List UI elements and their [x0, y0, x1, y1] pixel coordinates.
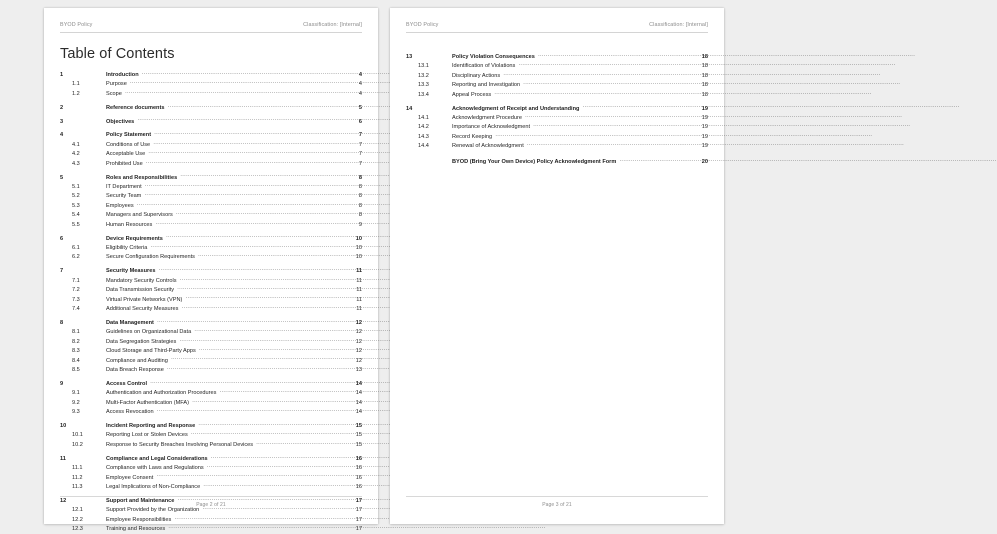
toc-list-right [404, 52, 710, 166]
toc-entry[interactable] [60, 337, 362, 346]
page-number-label: Page 3 of 21 [542, 502, 572, 508]
toc-entry[interactable] [60, 473, 362, 482]
toc-entry-page-number: 19 [701, 133, 708, 140]
toc-entry-number: 5 [60, 174, 64, 181]
toc-leader-dots [199, 346, 353, 352]
toc-entry-number: 10 [60, 422, 67, 429]
toc-entry-page-number: 16 [355, 474, 362, 481]
toc-entry-number: 9 [60, 380, 64, 387]
toc-entry-page-number: 17 [355, 516, 362, 523]
toc-entry-label: Additional Security Measures [106, 305, 179, 312]
toc-entry-label: Conditions of Use [106, 141, 151, 148]
toc-entry-label: Guidelines on Organizational Data [106, 329, 192, 336]
toc-leader-dots [145, 191, 353, 197]
toc-entry-page-number: 4 [358, 81, 362, 88]
toc-entry-page-number: 8 [358, 193, 362, 200]
toc-entry-number: 13.4 [418, 91, 429, 98]
toc-leader-dots [583, 104, 699, 110]
toc-entry-page-number: 15 [355, 432, 362, 439]
toc-entry-number: 7.3 [72, 296, 80, 303]
toc-entry[interactable] [60, 149, 362, 158]
toc-entry[interactable] [406, 141, 708, 150]
toc-leader-dots [533, 122, 699, 128]
toc-entry-label: Support Provided by the Organization [106, 507, 200, 514]
toc-entry-page-number: 6 [358, 118, 362, 125]
toc-entry-number: 2 [60, 104, 64, 111]
toc-entry-number: 13.1 [418, 63, 429, 70]
toc-entry-number: 11.3 [72, 483, 83, 490]
toc-leader-dots [174, 515, 353, 521]
toc-entry-page-number: 19 [701, 115, 708, 122]
toc-entry-label: Policy Violation Consequences [452, 54, 535, 60]
toc-entry-label: Roles and Responsibilities [106, 174, 178, 181]
toc-leader-dots [525, 113, 699, 119]
toc-entry-page-number: 17 [355, 526, 362, 533]
toc-entry-number: 13 [406, 54, 413, 60]
toc-entry-number: 11.2 [72, 474, 83, 481]
toc-leader-dots [148, 149, 353, 155]
page-footer [406, 496, 708, 508]
toc-entry-label: Security Measures [106, 268, 156, 275]
toc-leader-dots [157, 407, 353, 413]
toc-entry-page-number: 4 [358, 90, 362, 97]
toc-entry-label: Objectives [106, 118, 135, 125]
toc-entry-page-number: 7 [358, 141, 362, 148]
toc-entry-label: BYOD (Bring Your Own Device) Policy Acknowledgment Form [452, 158, 617, 165]
toc-entry-label: Device Requirements [106, 235, 163, 242]
toc-entry-number: 14.2 [418, 124, 429, 131]
header-document-title: BYOD Policy [60, 22, 93, 28]
toc-entry[interactable] [60, 524, 362, 533]
toc-entry-page-number: 12 [355, 338, 362, 345]
toc-entry-number: 11.1 [72, 465, 83, 472]
toc-entry-label: Virtual Private Networks (VPN) [106, 296, 183, 303]
toc-entry[interactable] [406, 90, 708, 99]
toc-entry-page-number: 14 [355, 380, 362, 387]
toc-leader-dots [168, 524, 353, 530]
toc-entry-label: Compliance and Auditing [106, 357, 168, 364]
header-divider [406, 32, 708, 33]
toc-entry-page-number: 11 [356, 268, 362, 275]
toc-entry-label: Secure Configuration Requirements [106, 254, 195, 261]
toc-entry[interactable] [406, 104, 708, 113]
toc-entry[interactable] [406, 122, 708, 131]
toc-entry[interactable] [60, 252, 362, 261]
page-number-label: Page 2 of 21 [196, 502, 226, 508]
toc-entry-number: 9.1 [72, 390, 80, 397]
toc-entry-label: Training and Resources [106, 526, 166, 533]
toc-entry-number: 9.3 [72, 409, 80, 416]
toc-entry-page-number: 7 [358, 160, 362, 167]
toc-entry[interactable] [60, 379, 362, 388]
footer-divider [406, 496, 708, 497]
toc-entry-page-number: 16 [355, 465, 362, 472]
toc-entry-page-number: 8 [358, 183, 362, 190]
toc-entry-label: Importance of Acknowledgment [452, 124, 531, 131]
toc-leader-dots [194, 327, 353, 333]
toc-entry-page-number: 12 [355, 329, 362, 336]
toc-leader-dots [145, 182, 353, 188]
page-title: Table of Contents [60, 46, 175, 62]
toc-entry[interactable] [60, 140, 362, 149]
toc-entry-label: Access Control [106, 380, 148, 387]
toc-entry-label: Employees [106, 202, 134, 209]
toc-entry-number: 6 [60, 235, 64, 242]
toc-entry-label: Compliance and Legal Considerations [106, 455, 208, 462]
toc-entry-label: Support and Maintenance [106, 497, 175, 504]
toc-entry-label: Access Revocation [106, 409, 154, 416]
page-header [404, 22, 710, 28]
toc-entry-page-number: 18 [701, 63, 708, 70]
document-page-right [390, 8, 724, 524]
toc-entry-label: Response to Security Breaches Involving Personal Devices [106, 441, 254, 448]
toc-entry[interactable] [60, 388, 362, 397]
toc-entry-label: Incident Reporting and Response [106, 422, 196, 429]
toc-entry[interactable] [60, 365, 362, 374]
toc-leader-dots [151, 243, 353, 249]
toc-leader-dots [182, 304, 353, 310]
toc-entry-number: 14.3 [418, 133, 429, 140]
toc-entry[interactable] [60, 356, 362, 365]
toc-leader-dots [153, 140, 353, 146]
toc-entry-number: 8.4 [72, 357, 80, 364]
toc-entry-number: 7 [60, 268, 64, 275]
toc-entry-number: 14 [406, 105, 413, 112]
toc-entry[interactable] [60, 440, 362, 449]
toc-leader-dots [198, 421, 353, 427]
footer-divider [60, 496, 362, 497]
toc-leader-dots [620, 157, 699, 163]
toc-leader-dots [156, 220, 353, 226]
toc-entry-number: 14.4 [418, 143, 429, 150]
toc-entry-page-number: 12 [355, 319, 362, 326]
toc-entry-number: 12.1 [72, 507, 83, 514]
toc-entry-label: Policy Statement [106, 132, 152, 139]
toc-entry-number: 5.3 [72, 202, 80, 209]
toc-entry-page-number: 19 [701, 105, 708, 112]
toc-entry[interactable] [60, 266, 362, 275]
toc-leader-dots [159, 266, 353, 272]
toc-leader-dots [146, 159, 353, 165]
toc-entry-page-number: 17 [355, 497, 362, 504]
toc-entry-page-number: 9 [358, 221, 362, 228]
toc-entry-label: IT Department [106, 183, 142, 190]
toc-entry-label: Data Management [106, 319, 154, 326]
toc-entry-number: 7.4 [72, 305, 80, 312]
toc-entry[interactable] [60, 454, 362, 463]
toc-entry-page-number: 12 [355, 348, 362, 355]
toc-entry-label: Managers and Supervisors [106, 212, 173, 219]
toc-entry-label: Legal Implications of Non-Compliance [106, 483, 201, 490]
toc-entry-page-number: 19 [701, 143, 708, 150]
toc-entry[interactable] [60, 515, 362, 524]
toc-leader-dots [191, 430, 353, 436]
toc-entry-number: 8 [60, 319, 64, 326]
toc-entry-label: Employee Responsibilities [106, 516, 172, 523]
toc-leader-dots [186, 295, 353, 301]
toc-entry-number: 5.5 [72, 221, 80, 228]
toc-leader-dots [176, 210, 353, 216]
toc-entry[interactable] [406, 113, 708, 122]
toc-leader-dots [157, 318, 353, 324]
toc-entry[interactable] [60, 191, 362, 200]
toc-entry[interactable] [406, 61, 708, 70]
toc-entry-page-number: 12 [355, 357, 362, 364]
toc-entry[interactable] [60, 210, 362, 219]
document-page-left [44, 8, 378, 533]
toc-entry-page-number: 17 [355, 507, 362, 514]
page-header [58, 22, 364, 28]
toc-entry-number: 8.3 [72, 348, 80, 355]
toc-entry[interactable] [60, 117, 362, 126]
toc-entry-label: Scope [106, 90, 122, 97]
toc-entry[interactable] [60, 463, 362, 472]
toc-entry[interactable] [60, 482, 362, 491]
toc-entry-number: 4.2 [72, 151, 80, 158]
toc-entry[interactable] [60, 201, 362, 210]
toc-entry[interactable] [406, 157, 708, 166]
toc-entry-page-number: 7 [358, 132, 362, 139]
toc-entry-page-number: 14 [355, 409, 362, 416]
toc-entry-label: Authentication and Authorization Procedures [106, 390, 217, 397]
toc-leader-dots [150, 379, 353, 385]
toc-entry-number: 6.1 [72, 244, 80, 251]
header-divider [60, 32, 362, 33]
toc-entry-number: 10.1 [72, 432, 83, 439]
toc-entry-number: 10.2 [72, 441, 83, 448]
page-footer [60, 496, 362, 508]
toc-entry-label: Renewal of Acknowledgment [452, 143, 524, 150]
toc-entry-page-number: 11 [356, 296, 362, 303]
toc-leader-dots [519, 61, 699, 67]
toc-leader-dots [220, 388, 353, 394]
toc-leader-dots [156, 473, 353, 479]
toc-entry-page-number: 10 [355, 244, 362, 251]
toc-entry-number: 8.2 [72, 338, 80, 345]
toc-entry[interactable] [60, 220, 362, 229]
toc-leader-dots [167, 365, 353, 371]
toc-entry-page-number: 13 [355, 366, 362, 373]
toc-entry-label: Mandatory Security Controls [106, 277, 177, 284]
toc-entry-label: Reporting and Investigation [452, 82, 521, 89]
header-classification: Classification: [Internal] [649, 22, 708, 28]
toc-entry-number: 5.4 [72, 212, 80, 219]
toc-entry-page-number: 7 [358, 151, 362, 158]
toc-leader-dots [523, 80, 699, 86]
toc-entry[interactable] [60, 103, 362, 112]
toc-entry[interactable] [60, 159, 362, 168]
toc-leader-dots [256, 440, 353, 446]
toc-entry-number: 12.3 [72, 526, 83, 533]
toc-entry-label: Reference documents [106, 104, 165, 111]
header-document-title: BYOD Policy [406, 22, 439, 28]
toc-leader-dots [171, 356, 353, 362]
toc-leader-dots [198, 252, 353, 258]
toc-entry-number: 5.2 [72, 193, 80, 200]
toc-entry[interactable] [60, 70, 362, 79]
toc-entry[interactable] [60, 346, 362, 355]
toc-entry-label: Acknowledgment Procedure [452, 115, 522, 122]
toc-leader-dots [142, 70, 353, 76]
toc-leader-dots [179, 337, 353, 343]
toc-entry-label: Employee Consent [106, 474, 154, 481]
header-classification: Classification: [Internal] [303, 22, 362, 28]
toc-entry-number: 13.3 [418, 82, 429, 89]
toc-entry-label: Human Resources [106, 221, 153, 228]
toc-entry[interactable] [60, 243, 362, 252]
toc-entry[interactable] [60, 276, 362, 285]
toc-entry-page-number: 11 [356, 287, 362, 294]
toc-entry-label: Data Breach Response [106, 366, 164, 373]
toc-entry-number: 5.1 [72, 183, 80, 190]
toc-entry-label: Appeal Process [452, 91, 492, 98]
toc-entry-number: 12 [60, 497, 67, 504]
toc-entry[interactable] [60, 430, 362, 439]
toc-leader-dots [180, 173, 353, 179]
toc-entry-page-number: 18 [701, 54, 708, 60]
toc-entry-number: 4 [60, 132, 64, 139]
toc-entry-page-number: 14 [355, 399, 362, 406]
toc-entry-page-number: 11 [356, 305, 362, 312]
toc-leader-dots [494, 90, 699, 96]
toc-leader-dots [177, 285, 353, 291]
toc-leader-dots [211, 454, 353, 460]
toc-leader-dots [203, 482, 353, 488]
toc-entry-label: Cloud Storage and Third-Party Apps [106, 348, 196, 355]
toc-entry[interactable] [60, 285, 362, 294]
toc-entry[interactable] [406, 80, 708, 89]
toc-entry-page-number: 18 [701, 82, 708, 89]
toc-entry-page-number: 8 [358, 174, 362, 181]
toc-entry-page-number: 18 [701, 91, 708, 98]
toc-entry-number: 7.1 [72, 277, 80, 284]
toc-leader-dots [527, 141, 699, 147]
toc-leader-dots [538, 52, 699, 58]
toc-entry-number: 12.2 [72, 516, 83, 523]
toc-entry-page-number: 8 [358, 212, 362, 219]
toc-entry[interactable] [60, 304, 362, 313]
toc-leader-dots [137, 201, 353, 207]
toc-list-left [58, 70, 364, 534]
toc-leader-dots [168, 103, 353, 109]
toc-entry-number: 1 [60, 72, 64, 78]
toc-entry-page-number: 8 [358, 202, 362, 209]
toc-entry-page-number: 14 [355, 390, 362, 397]
toc-entry-page-number: 20 [701, 158, 708, 165]
toc-entry-number: 8.5 [72, 366, 80, 373]
toc-entry-number: 9.2 [72, 399, 80, 406]
toc-entry-page-number: 10 [355, 254, 362, 261]
toc-leader-dots [503, 71, 699, 77]
toc-entry-number: 7.2 [72, 287, 80, 294]
toc-leader-dots [125, 89, 353, 95]
toc-entry-number: 14.1 [418, 115, 429, 122]
toc-entry[interactable] [60, 398, 362, 407]
toc-entry-number: 4.1 [72, 141, 80, 148]
toc-entry-number: 11 [60, 455, 66, 462]
toc-leader-dots [180, 276, 353, 282]
toc-leader-dots [207, 463, 353, 469]
toc-entry-number: 6.2 [72, 254, 80, 261]
toc-entry-number: 1.1 [72, 81, 80, 88]
toc-entry[interactable] [406, 52, 708, 61]
toc-entry[interactable] [60, 318, 362, 327]
toc-entry-label: Eligibility Criteria [106, 244, 148, 251]
toc-entry-page-number: 15 [355, 422, 362, 429]
toc-entry-label: Security Team [106, 193, 142, 200]
toc-entry-number: 8.1 [72, 329, 80, 336]
toc-entry-number: 4.3 [72, 160, 80, 167]
toc-entry-page-number: 18 [701, 72, 708, 79]
toc-entry-page-number: 19 [701, 124, 708, 131]
toc-entry-label: Purpose [106, 81, 127, 88]
toc-entry-label: Disciplinary Actions [452, 72, 501, 79]
toc-leader-dots [495, 132, 699, 138]
toc-entry[interactable] [406, 132, 708, 141]
toc-leader-dots [130, 79, 353, 85]
toc-entry[interactable] [60, 295, 362, 304]
toc-entry-label: Multi-Factor Authentication (MFA) [106, 399, 190, 406]
toc-entry-page-number: 5 [358, 104, 362, 111]
toc-entry-label: Acceptable Use [106, 151, 146, 158]
toc-leader-dots [192, 398, 353, 404]
toc-entry-label: Compliance with Laws and Regulations [106, 465, 204, 472]
toc-leader-dots [166, 234, 353, 240]
toc-entry-number: 1.2 [72, 90, 80, 97]
toc-entry-label: Data Segregation Strategies [106, 338, 177, 345]
toc-entry-page-number: 16 [355, 455, 362, 462]
toc-entry-page-number: 10 [355, 235, 362, 242]
toc-entry-page-number: 16 [355, 483, 362, 490]
toc-entry[interactable] [60, 327, 362, 336]
toc-entry[interactable] [60, 130, 362, 139]
toc-leader-dots [137, 117, 353, 123]
toc-entry-page-number: 15 [355, 441, 362, 448]
toc-entry[interactable] [60, 79, 362, 88]
toc-entry[interactable] [406, 71, 708, 80]
toc-entry[interactable] [60, 421, 362, 430]
toc-entry[interactable] [60, 407, 362, 416]
toc-entry-label: Record Keeping [452, 133, 493, 140]
toc-entry-label: Acknowledgment of Receipt and Understanding [452, 105, 580, 112]
toc-entry[interactable] [60, 182, 362, 191]
toc-entry-label: Introduction [106, 72, 139, 78]
toc-entry-label: Prohibited Use [106, 160, 143, 167]
toc-entry-label: Reporting Lost or Stolen Devices [106, 432, 188, 439]
toc-entry-label: Data Transmission Security [106, 287, 175, 294]
toc-entry-page-number: 4 [358, 72, 362, 78]
toc-entry-page-number: 11 [356, 277, 362, 284]
toc-entry-number: 13.2 [418, 72, 429, 79]
toc-leader-dots [154, 130, 353, 136]
toc-entry-number: 3 [60, 118, 64, 125]
toc-entry[interactable] [60, 234, 362, 243]
toc-entry-label: Identification of Violations [452, 63, 516, 70]
toc-entry[interactable] [60, 173, 362, 182]
toc-entry[interactable] [60, 89, 362, 98]
